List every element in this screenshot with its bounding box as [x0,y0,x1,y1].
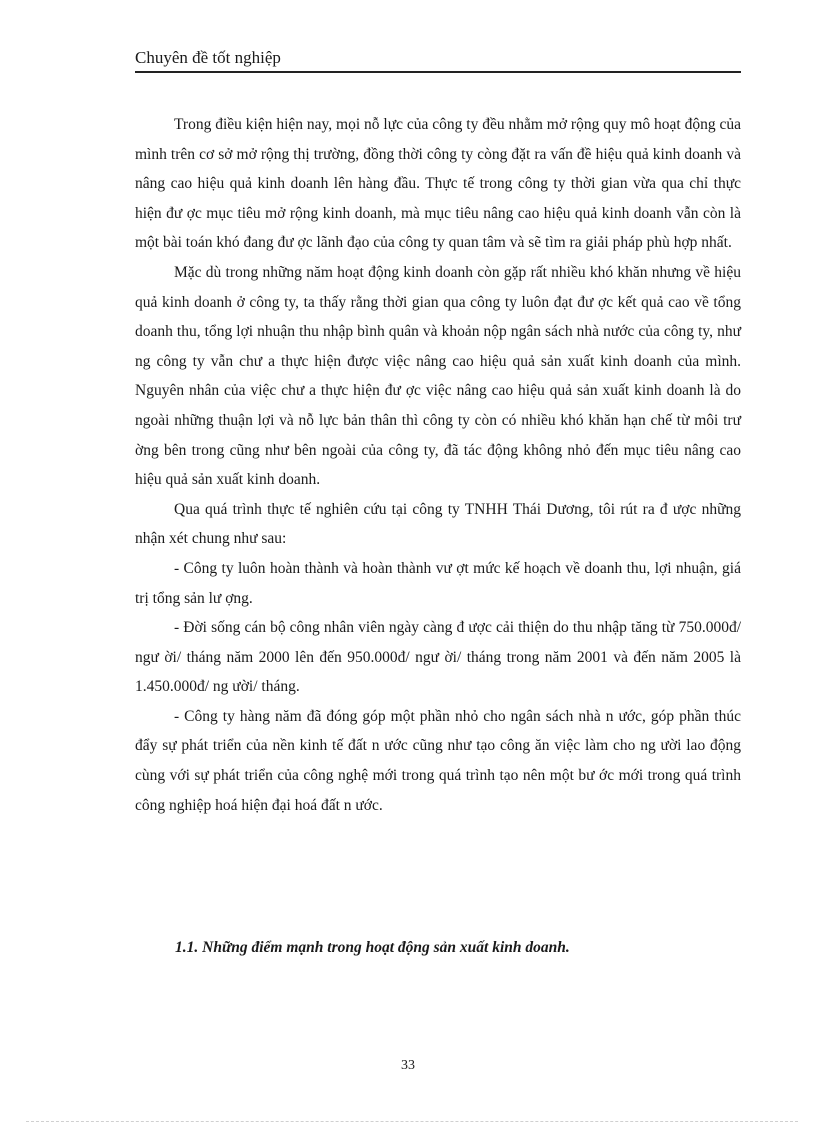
paragraph: Trong điều kiện hiện nay, mọi nỗ lực của công ty đều nhằm mở rộng quy mô hoạt động của mình trên cơ sở mở rộng thị trường, đồng thời công ty còng đặt ra vấn đề hiệu quả kinh doanh và nâng cao hiệu quả kinh doanh lên hàng đầu. Thực tế trong công ty thời gian vừa qua chỉ thực hiện đư ợc mục tiêu mở rộng kinh doanh, mà mục tiêu nâng cao hiệu quả kinh doanh vẫn còn là một bài toán khó đang đư ợc lãnh đạo của công ty quan tâm và sẽ tìm ra giải pháp phù hợp nhất. [135,116,741,252]
section-heading: 1.1. Những điểm mạnh trong hoạt động sản xuất kinh doanh. [175,939,570,956]
body-text [135,110,741,820]
bullet-paragraph: - Đời sống cán bộ công nhân viên ngày càng đ ược cải thiện do thu nhập tăng từ 750.000đ/ ngư ời/ tháng năm 2000 lên đến 950.000đ/ ngư ời/ tháng trong năm 2001 và đến năm 2005 là 1.450.000đ/ ng ười/ tháng. [135,619,741,696]
bullet-paragraph: - Công ty hàng năm đã đóng góp một phần nhỏ cho ngân sách nhà n ước, góp phần thúc đẩy sự phát triển của nền kinh tế đất n ước cũng như tạo công ăn việc làm cho ng ười lao động cùng với sự phát triển của công nghệ mới trong quá trình tạo nên một bư ớc mới trong quá trình công nghiệp hoá hiện đại hoá đất n ước. [135,707,741,814]
bullet-paragraph: - Công ty luôn hoàn thành và hoàn thành vư ợt mức kế hoạch về doanh thu, lợi nhuận, giá trị tổng sản lư ợng. [135,559,741,607]
paragraph: Mặc dù trong những năm hoạt động kinh doanh còn gặp rất nhiều khó khăn nhưng về hiệu quả kinh doanh ở công ty, ta thấy rằng thời gian qua công ty luôn đạt đư ợc kết quả cao về tổng doanh thu, tổng lợi nhuận thu nhập bình quân và khoản nộp ngân sách nhà nước của công ty, như ng công ty vẫn chư a thực hiện được việc nâng cao hiệu quả sản xuất kinh doanh của mình. Nguyên nhân của việc chư a thực hiện đư ợc việc nâng cao hiệu quả sản xuất kinh doanh là do ngoài những thuận lợi và nỗ lực bản thân thì công ty còn có nhiều khó khăn hạn chế từ môi trư ờng bên trong cũng như bên ngoài của công ty, đã tác động không nhỏ đến mục tiêu nâng cao hiệu quả sản xuất kinh doanh. [135,263,741,489]
paragraph: Qua quá trình thực tế nghiên cứu tại công ty TNHH Thái Dương, tôi rút ra đ ược những nhận xét chung như sau: [135,500,741,548]
page-number: 33 [401,1058,415,1073]
page-bottom-divider [26,1121,798,1122]
header-title: Chuyên đề tốt nghiệp [135,48,281,67]
page-header [135,48,741,73]
